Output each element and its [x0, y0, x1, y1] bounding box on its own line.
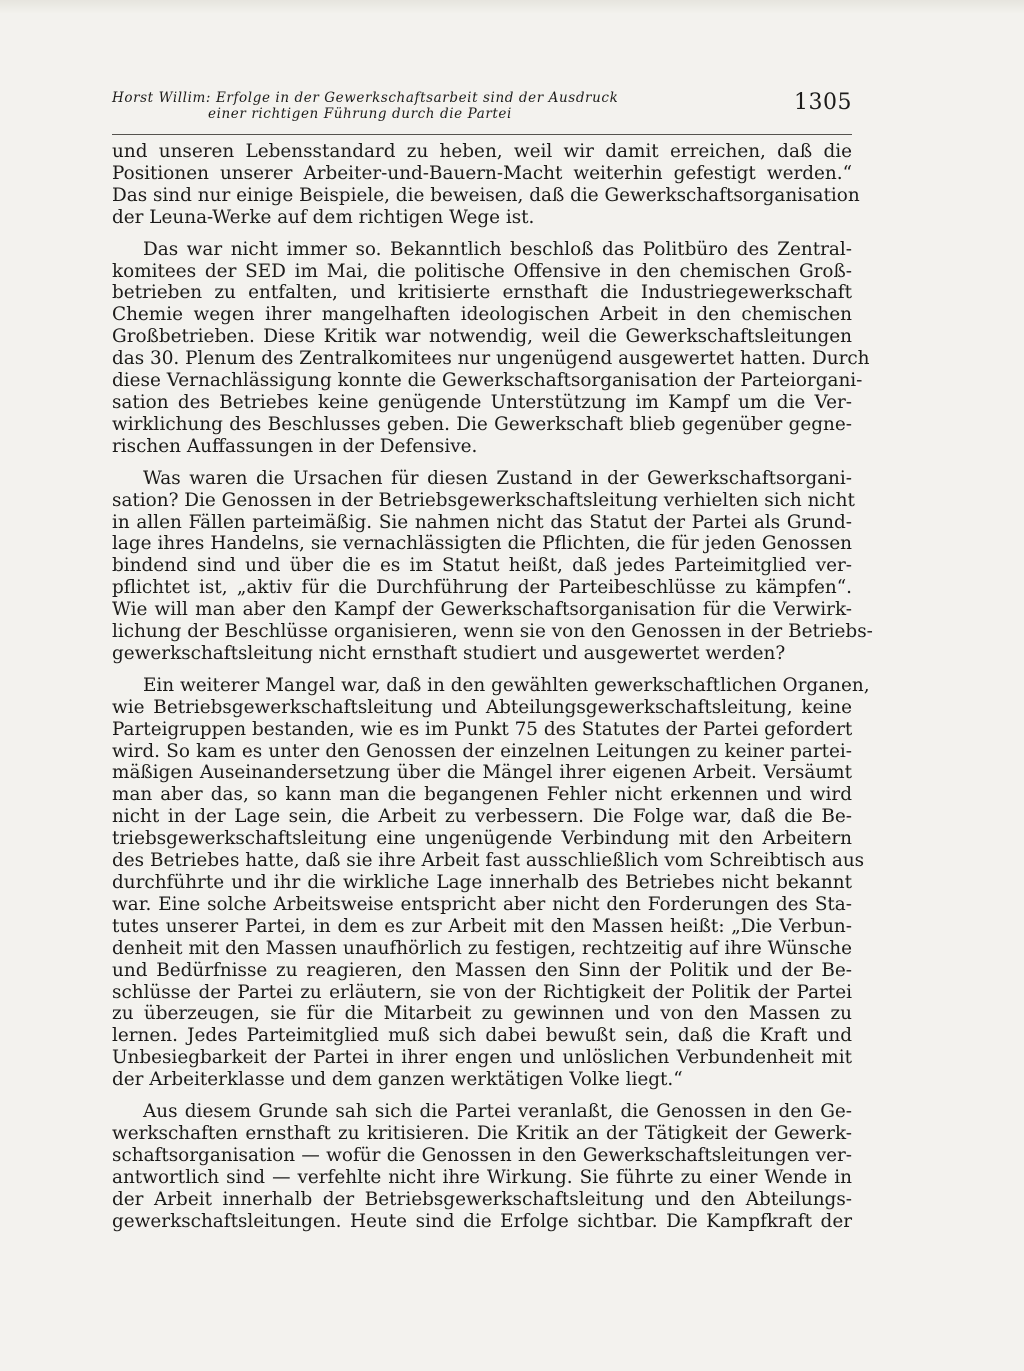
text-line: Das war nicht immer so. Bekanntlich beschloß das Politbüro des Zentral- [143, 238, 852, 260]
page-edge-shadow [0, 0, 1024, 14]
running-header-title [112, 90, 732, 122]
text-line: Das sind nur einige Beispiele, die beweisen, daß die Gewerkschaftsorganisation [112, 184, 860, 206]
text-line: war. Eine solche Arbeitsweise entspricht aber nicht den Forderungen des Sta- [112, 893, 852, 915]
text-line: wirklichung des Beschlusses geben. Die Gewerkschaft blieb gegenüber gegne- [112, 413, 852, 435]
text-line: antwortlich sind — verfehlte nicht ihre Wirkung. Sie führte zu einer Wende in [112, 1166, 852, 1188]
text-line: in allen Fällen parteimäßig. Sie nahmen nicht das Statut der Partei als Grund- [112, 511, 852, 533]
text-line: werkschaften ernsthaft zu kritisieren. Die Kritik an der Tätigkeit der Gewerk- [112, 1122, 852, 1144]
text-line: gewerkschaftsleitung nicht ernsthaft studiert und ausgewertet werden? [112, 642, 786, 664]
paragraph [112, 141, 860, 229]
header-title-line-2: einer richtigen Führung durch die Partei [208, 106, 512, 122]
text-line: man aber das, so kann man die begangenen Fehler nicht erkennen und wird [112, 784, 852, 806]
text-line: schaftsorganisation — wofür die Genossen in den Gewerkschaftsleitungen ver- [112, 1144, 852, 1166]
text-line: diese Vernachlässigung konnte die Gewerkschaftsorganisation der Parteiorgani- [112, 370, 863, 392]
text-line: der Arbeit innerhalb der Betriebsgewerkschaftsleitung und den Abteilungs- [112, 1188, 852, 1210]
text-line: Was waren die Ursachen für diesen Zustand in der Gewerkschaftsorgani- [143, 467, 852, 489]
text-line: Großbetrieben. Diese Kritik war notwendig, weil die Gewerkschaftsleitungen [112, 326, 852, 348]
text-line: Ein weiterer Mangel war, daß in den gewählten gewerkschaftlichen Organen, [143, 674, 870, 696]
text-line: pflichtet ist, „aktiv für die Durchführung der Parteibeschlüsse zu kämpfen“. [112, 577, 852, 599]
text-line: und unseren Lebensstandard zu heben, weil wir damit erreichen, daß die [112, 141, 852, 162]
text-line: gewerkschaftsleitungen. Heute sind die Erfolge sichtbar. Die Kampfkraft der [112, 1210, 852, 1232]
text-line: bindend sind und über die es im Statut heißt, daß jedes Parteimitglied ver- [112, 555, 852, 577]
header-title-line-1: Horst Willim: Erfolge in der Gewerkschaftsarbeit sind der Ausdruck [112, 90, 619, 106]
paragraph [112, 238, 870, 458]
text-line: komitees der SED im Mai, die politische Offensive in den chemischen Groß- [112, 260, 852, 282]
page-number: 1305 [794, 90, 852, 115]
text-line: sation? Die Genossen in der Betriebsgewerkschaftsleitung verhielten sich nicht [112, 489, 855, 511]
text-line: betrieben zu entfalten, und kritisierte ernsthaft die Industriegewerkschaft [112, 282, 852, 304]
text-line: rischen Auffassungen in der Defensive. [112, 435, 478, 457]
text-line: durchführte und ihr die wirkliche Lage innerhalb des Betriebes nicht bekannt [112, 872, 852, 893]
paragraph [112, 674, 870, 1091]
header-divider [112, 134, 852, 135]
text-line: lichung der Beschlüsse organisieren, wenn sie von den Genossen in der Betriebs- [112, 621, 873, 643]
article-body [112, 141, 873, 1243]
text-line: tutes unserer Partei, in dem es zur Arbeit mit den Massen heißt: „Die Verbun- [112, 915, 852, 937]
text-line: sation des Betriebes keine genügende Unterstützung im Kampf um die Ver- [112, 391, 852, 413]
text-line: Wie will man aber den Kampf der Gewerkschaftsorganisation für die Verwirk- [112, 599, 852, 621]
text-line: Unbesiegbarkeit der Partei in ihrer engen und unlöslichen Verbundenheit mit [112, 1047, 852, 1069]
text-line: denheit mit den Massen unaufhörlich zu festigen, rechtzeitig auf ihre Wünsche [112, 937, 852, 959]
text-line: des Betriebes hatte, daß sie ihre Arbeit fast ausschließlich vom Schreibtisch aus [112, 850, 865, 872]
text-line: nicht in der Lage sein, die Arbeit zu verbessern. Die Folge war, daß die Be- [112, 806, 852, 828]
paragraph [112, 1101, 852, 1232]
text-line: wird. So kam es unter den Genossen der einzelnen Leitungen zu keiner partei- [112, 740, 852, 762]
text-line: Aus diesem Grunde sah sich die Partei veranlaßt, die Genossen in den Ge- [143, 1101, 852, 1123]
running-header [112, 90, 852, 130]
text-line: der Arbeiterklasse und dem ganzen werktätigen Volke liegt.“ [112, 1069, 683, 1091]
text-line: lernen. Jedes Parteimitglied muß sich dabei bewußt sein, daß die Kraft und [112, 1025, 852, 1047]
text-line: mäßigen Auseinandersetzung über die Mängel ihrer eigenen Arbeit. Versäumt [112, 762, 852, 784]
text-line: wie Betriebsgewerkschaftsleitung und Abteilungsgewerkschaftsleitung, keine [112, 696, 852, 718]
text-line: Positionen unserer Arbeiter-und-Bauern-Macht weiterhin gefestigt werden.“ [112, 162, 852, 184]
text-line: schlüsse der Partei zu erläutern, sie von der Richtigkeit der Politik der Partei [112, 981, 852, 1003]
text-line: und Bedürfnisse zu reagieren, den Massen den Sinn der Politik und der Be- [112, 959, 852, 981]
text-line: zu überzeugen, sie für die Mitarbeit zu gewinnen und von den Massen zu [112, 1003, 852, 1025]
text-line: Parteigruppen bestanden, wie es im Punkt 75 des Statutes der Partei gefordert [112, 718, 853, 740]
text-line: das 30. Plenum des Zentralkomitees nur ungenügend ausgewertet hatten. Durch [112, 348, 870, 370]
text-line: Chemie wegen ihrer mangelhaften ideologischen Arbeit in den chemischen [112, 304, 852, 326]
paragraph [112, 467, 873, 665]
text-line: der Leuna-Werke auf dem richtigen Wege ist. [112, 206, 535, 228]
text-line: triebsgewerkschaftsleitung eine ungenügende Verbindung mit den Arbeitern [112, 828, 852, 850]
text-line: lage ihres Handelns, sie vernachlässigten die Pflichten, die für jeden Genossen [112, 533, 852, 555]
